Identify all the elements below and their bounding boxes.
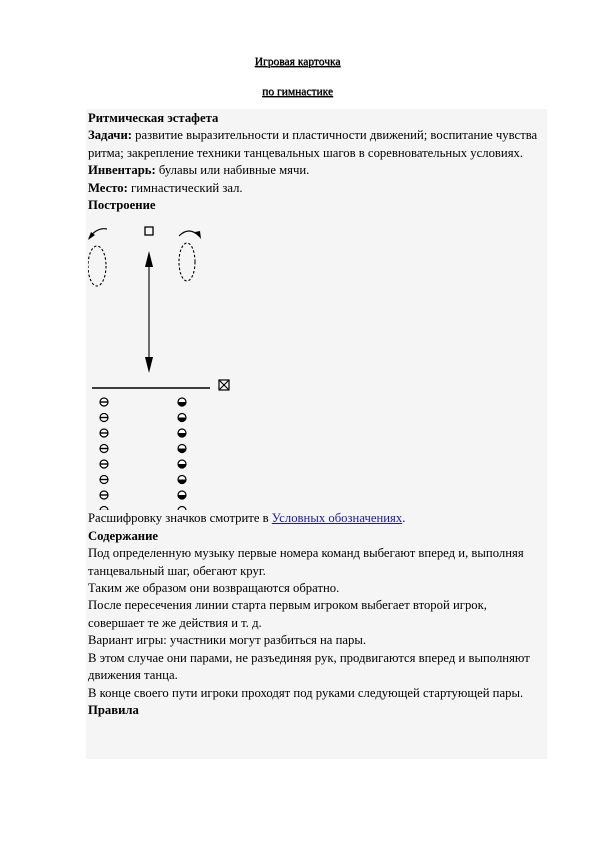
content-paragraph-5: В этом случае они парами, не разъединяя рук, продвигаются вперед и выполняют движения танца.	[88, 650, 530, 683]
circle-right-icon	[179, 243, 195, 281]
formation-diagram	[88, 214, 248, 510]
legend-prefix: Расшифровку значков смотрите в	[88, 511, 272, 526]
rules-heading: Правила	[88, 702, 139, 717]
equipment-text: булавы или набивные мячи.	[155, 163, 310, 178]
page-title: Игровая карточка	[254, 56, 341, 68]
curve-arrow-right-head-icon	[195, 231, 201, 239]
arrow-down-head-icon	[145, 357, 153, 373]
team-right-column	[178, 398, 186, 510]
game-card	[88, 110, 546, 719]
turn-marker-icon	[145, 227, 153, 235]
player-left-icon	[100, 507, 108, 511]
content-paragraph-3: После пересечения линии старта первым игроком выбегает второй игрок, совершает те же действия и т. д.	[88, 598, 487, 630]
arrow-up-head-icon	[145, 251, 153, 267]
content-paragraph-4: Вариант игры: участники могут разбиться на пары.	[88, 633, 367, 648]
legend-paragraph	[88, 510, 546, 527]
legend-suffix: .	[402, 511, 406, 526]
curve-arrow-right-icon	[179, 231, 199, 236]
tasks-label: Задачи:	[88, 128, 132, 143]
player-right-icon	[178, 507, 186, 511]
content-paragraph-1: Под определенную музыку первые номера команд выбегают вперед и, выполняя танцевальный шаг, обегают круг.	[88, 546, 524, 578]
content-paragraph-2: Таким же образом они возвращаются обратно.	[88, 581, 340, 596]
tasks-text: развитие выразительности и пластичности движений; воспитание чувства ритма; закрепление техники танцевальных шагов в соревновательных условиях.	[88, 128, 538, 160]
page-subtitle: по гимнастике	[262, 86, 333, 98]
equipment-label: Инвентарь:	[88, 163, 156, 178]
content-heading: Содержание	[88, 528, 159, 543]
formation-svg	[88, 214, 248, 510]
equipment-paragraph	[88, 162, 546, 179]
circle-left-icon	[88, 246, 106, 286]
team-left-column	[100, 398, 108, 510]
content-paragraph-6: В конце своего пути игроки проходят под руками следующей стартующей пары.	[88, 685, 524, 700]
legend-link[interactable]: Условных обозначениях	[271, 511, 403, 526]
tasks-paragraph	[88, 127, 546, 162]
place-label: Место:	[88, 180, 128, 195]
formation-heading: Построение	[88, 198, 156, 213]
place-paragraph	[88, 180, 546, 197]
place-text: гимнастический зал.	[127, 180, 243, 195]
game-name: Ритмическая эстафета	[88, 111, 219, 125]
